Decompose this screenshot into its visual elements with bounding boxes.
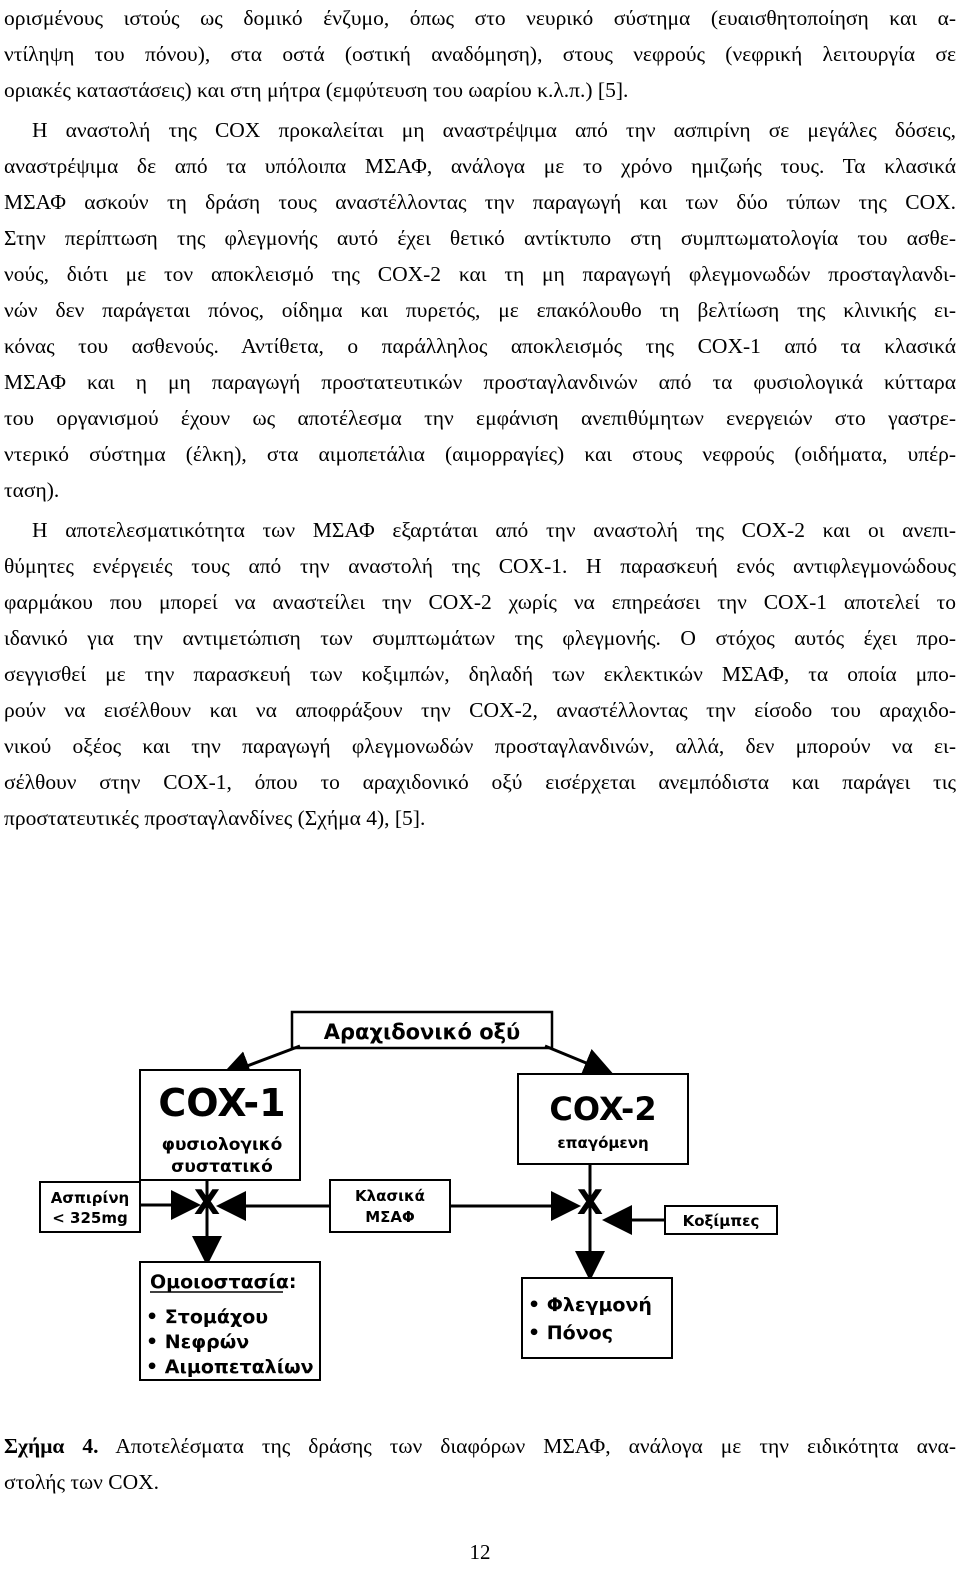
- text-line: ντίληψη του πόνου), στα οστά (οστική αναδόμηση), στους νεφρούς (νεφρική λειτουργία σε: [4, 42, 956, 66]
- text-line: Η αναστολή της COX προκαλείται μη αναστρέψιμα από την ασπιρίνη σε μεγάλες δόσεις,: [32, 118, 956, 142]
- cox2-block-mark: X: [576, 1183, 604, 1223]
- text-line: νούς, διότι με τον αποκλεισμό της COX-2 και τη μη παραγωγή φλεγμονωδών προσταγλανδι-: [4, 262, 956, 286]
- text-line: οριακές καταστάσεις) και στη μήτρα (εμφύτευση του ωαρίου κ.λ.π.) [5].: [4, 78, 629, 102]
- text-line: ΜΣΑΦ ασκούν τη δράση τους αναστέλλοντας την παραγωγή και των δύο τύπων της COX.: [4, 190, 956, 214]
- caption-label: Σχήμα 4.: [4, 1434, 99, 1458]
- text-line: ρούν να εισέλθουν και να αποφράξουν την COX-2, αναστέλλοντας την είσοδο του αραχιδο-: [4, 698, 956, 722]
- text-line: φαρμάκου που μπορεί να αναστείλει την COX-2 χωρίς να επηρεάσει την COX-1 αποτελεί το: [4, 590, 956, 614]
- text-line: ΜΣΑΦ και η μη παραγωγή προστατευτικών προσταγλανδινών από τα φυσιολογικά κύτταρα: [4, 370, 956, 394]
- text-line: Στην περίπτωση της φλεγμονής αυτό έχει θετικό αντίκτυπο στη συμπτωματολογία του ασθε-: [4, 226, 956, 250]
- inflammation-item: • Φλεγμονή: [528, 1294, 652, 1316]
- cox1-block-mark: X: [193, 1183, 221, 1223]
- text-line: ντερικό σύστημα (έλκη), στα αιμοπετάλια (αιμορραγίες) και στους νεφρούς (οιδήματα, υπέρ-: [4, 442, 956, 466]
- classic-nsaid-label-1: Κλασικά: [355, 1187, 425, 1205]
- cox-diagram: [0, 1010, 960, 1410]
- text-line: Η αποτελεσματικότητα των ΜΣΑΦ εξαρτάται από την αναστολή της COX-2 και οι ανεπι-: [32, 518, 956, 542]
- text-line: θύμητες ενέργειές τους από την αναστολή της COX-1. Η παρασκευή ενός αντιφλεγμονώδους: [4, 554, 956, 578]
- arrow-to-cox2: [545, 1046, 608, 1072]
- text-line: σεγγισθεί με την παρασκευή των κοξιμπών, δηλαδή των εκλεκτικών ΜΣΑΦ, τα οποία μπο-: [4, 662, 956, 686]
- homeostasis-item: • Στομάχου: [146, 1306, 269, 1328]
- text-line: κόνας του ασθενούς. Αντίθετα, ο παράλληλος αποκλεισμός της COX-1 από τα κλασικά: [4, 334, 956, 358]
- text-line: ορισμένους ιστούς ως δομικό ένζυμο, όπως στο νευρικό σύστημα (ευαισθητοποίηση και α-: [4, 6, 956, 30]
- cox1-title: COX-1: [158, 1081, 286, 1125]
- page-number: 12: [469, 1540, 491, 1564]
- text-line: ιδανικό για την αντιμετώπιση των συμπτωμάτων της φλεγμονής. Ο στόχος αυτός έχει προ-: [4, 626, 956, 650]
- caption-text-2: στολής των COX.: [4, 1470, 160, 1494]
- cox2-title: COX-2: [549, 1090, 657, 1128]
- homeostasis-item: • Νεφρών: [146, 1331, 250, 1353]
- text-line: νικού οξέος και την παραγωγή φλεγμονωδών προσταγλανδινών, αλλά, δεν μπορούν να ει-: [4, 734, 956, 758]
- homeostasis-item: • Αιμοπεταλίων: [146, 1356, 314, 1378]
- caption-line-1: [4, 1428, 956, 1464]
- cox2-subtitle: επαγόμενη: [557, 1134, 649, 1152]
- homeostasis-title: Ομοιοστασία:: [150, 1271, 297, 1293]
- cox-diagram-svg: [0, 1010, 960, 1410]
- text-line: νών δεν παράγεται πόνος, οίδημα και πυρετός, με επακόλουθο τη βελτίωση της κλινικής ει-: [4, 298, 956, 322]
- aspirin-dose: < 325mg: [52, 1209, 128, 1227]
- classic-nsaid-label-2: ΜΣΑΦ: [365, 1208, 415, 1226]
- inflammation-box: [522, 1278, 672, 1358]
- text-line: αναστρέψιμα δε από τα υπόλοιπα ΜΣΑΦ, ανάλογα με το χρόνο ημιζωής τους. Τα κλασικά: [4, 154, 956, 178]
- figure-caption: [4, 1428, 956, 1500]
- aspirin-label: Ασπιρίνη: [50, 1189, 130, 1207]
- body-text: [4, 0, 956, 836]
- text-line: προστατευτικές προσταγλανδίνες (Σχήμα 4), [5].: [4, 806, 426, 830]
- inflammation-item: • Πόνος: [528, 1322, 613, 1344]
- arachidonic-acid-label: Αραχιδονικό οξύ: [323, 1020, 521, 1044]
- text-line: του οργανισμού έχουν ως αποτέλεσμα την εμφάνιση ανεπιθύμητων ενεργειών στο γαστρε-: [4, 406, 956, 430]
- text-line: ταση).: [4, 478, 60, 502]
- cox1-subtitle-1: φυσιολογικό: [161, 1135, 283, 1155]
- text-line: σέλθουν στην COX-1, όπου το αραχιδονικό οξύ εισέρχεται ανεμπόδιστα και παράγει τις: [4, 770, 956, 794]
- cox1-subtitle-2: συστατικό: [171, 1157, 273, 1177]
- caption-text-1: Αποτελέσματα της δράσης των διαφόρων ΜΣΑΦ, ανάλογα με την ειδικότητα ανα-: [98, 1434, 956, 1458]
- coxibs-label: Κοξίμπες: [682, 1212, 760, 1230]
